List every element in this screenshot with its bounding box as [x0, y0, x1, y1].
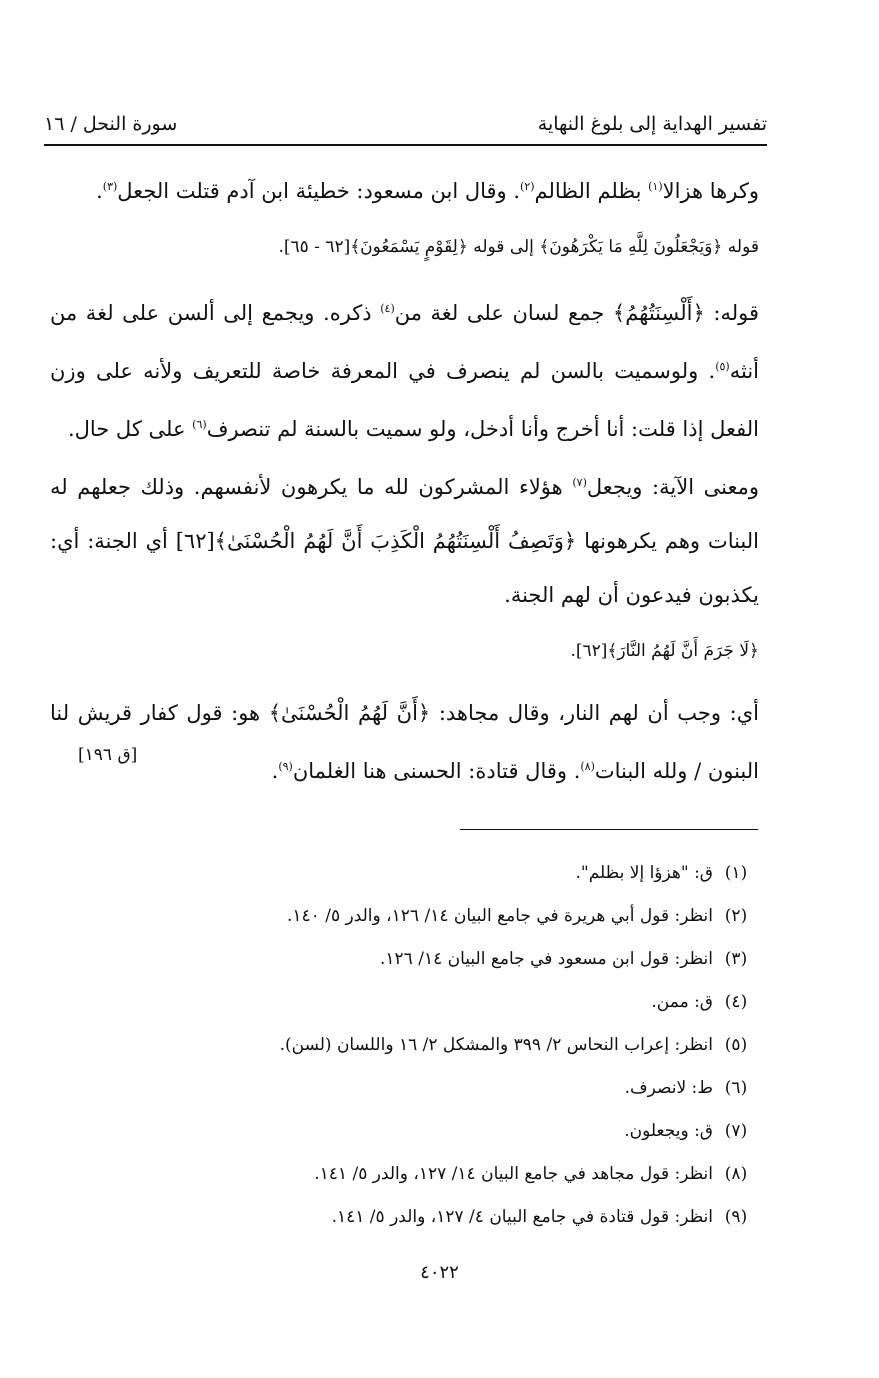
paragraph-5: ﴿لَا جَرَمَ أَنَّ لَهُمُ النَّارَ﴾[٦٢]. — [570, 641, 759, 661]
main-text — [50, 160, 759, 798]
footnote-ref: (٦) — [192, 418, 207, 431]
footnote: (١) ق: "هزؤا إلا بظلم". — [575, 863, 748, 883]
footnote-ref: (٤) — [380, 302, 395, 315]
footnote-ref: (٩) — [278, 760, 293, 773]
footnote: (٥) انظر: إعراب النحاس ٢/ ٣٩٩ والمشكل ٢/ ١٦ واللسان (لسن). — [279, 1035, 748, 1055]
footnote-ref: (٨) — [580, 760, 595, 773]
manuscript-folio-ref: [ق ١٩٦] — [78, 745, 138, 765]
footnote: (٦) ط: لانصرف. — [624, 1078, 748, 1098]
book-title: تفسير الهداية إلى بلوغ النهاية — [537, 113, 767, 135]
footnote-ref: (٣) — [102, 180, 118, 193]
paragraph-1: وكرها هزالا$^{(١)}$ بظلم الظالم$^{(٢)}$. وقال ابن مسعود: خطيئة ابن آدم قتلت الجعل$^{(٣)}$. — [96, 179, 759, 203]
footnote: (٨) انظر: قول مجاهد في جامع البيان ١٤/ ١٢٧، والدر ٥/ ١٤١. — [314, 1164, 748, 1184]
paragraph-2: قوله ﴿وَيَجْعَلُونَ لِلَّهِ مَا يَكْرَهُونَ﴾ إلى قوله ﴿لِقَوْمٍ يَسْمَعُونَ﴾[٦٢ - ٦٥]. — [278, 237, 759, 257]
footnote: (٢) انظر: قول أبي هريرة في جامع البيان ١٤/ ١٢٦، والدر ٥/ ١٤٠. — [287, 906, 748, 926]
surah-page-label: سورة النحل / ١٦ — [44, 113, 178, 135]
footnote: (٤) ق: ممن. — [651, 992, 748, 1012]
footnote-ref: (٧) — [572, 476, 587, 489]
footnote-ref: (٢) — [520, 180, 535, 193]
footnote-ref: (٥) — [715, 360, 730, 373]
footnote: (٧) ق: ويجعلون. — [624, 1121, 748, 1141]
page-number: ٤٠٢٢ — [420, 1262, 459, 1283]
footnote-divider — [460, 829, 758, 830]
footnotes — [120, 852, 759, 1239]
footnote: (٣) انظر: قول ابن مسعود في جامع البيان ١٤/ ١٢٦. — [380, 949, 748, 969]
paragraph-3: قوله: ﴿أَلْسِنَتُهُمُ﴾ جمع لسان على لغة من$^{(٤)}$ ذكره. ويجمع إلى ألسن على لغة من أنثه$^{(٥)}$. ولوسميت بالسن لم ينصرف في المعرفة خاصة للتعريف ولأنه على وزن الفعل إذا قلت: أنا أخرج وأنا أدخل، ولو سميت بالسنة لم تنصرف$^{(٦)}$ على كل حال. — [50, 301, 759, 441]
running-header — [44, 104, 767, 146]
paragraph-6: أي: وجب أن لهم النار، وقال مجاهد: ﴿أَنَّ لَهُمُ الْحُسْنَىٰ﴾ هو: قول كفار قريش لنا البنون / ولله البنات$^{(٨)}$. وقال قتادة: الحسنى هنا الغلمان$^{(٩)}$. — [50, 701, 759, 783]
footnote: (٩) انظر: قول قتادة في جامع البيان ٤/ ١٢٧، والدر ٥/ ١٤١. — [331, 1207, 748, 1227]
footnote-ref: (١) — [648, 180, 663, 193]
paragraph-4: ومعنى الآية: ويجعل$^{(٧)}$ هؤلاء المشركون لله ما يكرهون لأنفسهم. وذلك جعلهم له البنات وهم يكرهونها ﴿وَتَصِفُ أَلْسِنَتُهُمُ الْكَذِبَ أَنَّ لَهُمُ الْحُسْنَىٰ﴾[٦٢] أي الجنة: أي: يكذبون فيدعون أن لهم الجنة. — [50, 475, 760, 607]
